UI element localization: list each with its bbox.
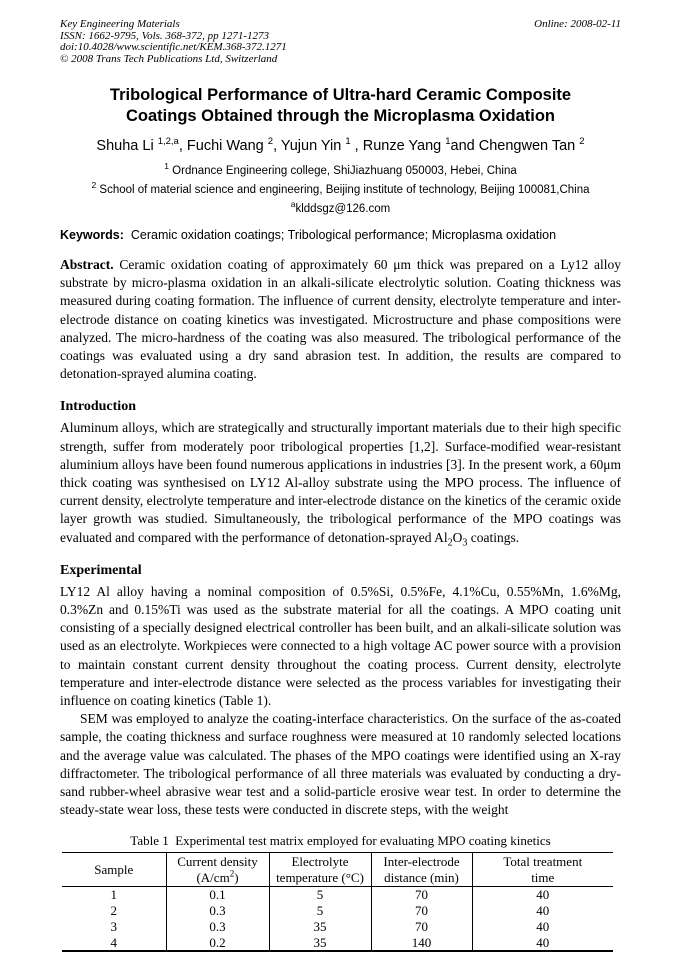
cell-electrolyte-temperature: 5 bbox=[269, 903, 371, 919]
section-heading-introduction: Introduction bbox=[60, 399, 136, 415]
journal-issn-line: ISSN: 1662-9795, Vols. 368-372, pp 1271-1273 bbox=[60, 29, 269, 42]
cell-total-treatment-time: 40 bbox=[472, 903, 613, 919]
author-3-name: , Yujun Yin bbox=[273, 138, 346, 154]
current-density-line-1: Current density bbox=[177, 854, 258, 870]
email-line bbox=[60, 200, 621, 219]
table-row bbox=[62, 903, 613, 919]
author-1 bbox=[96, 138, 178, 154]
cell-inter-electrode-distance: 140 bbox=[371, 935, 472, 952]
cell-total-treatment-time: 40 bbox=[472, 935, 613, 952]
table-row bbox=[62, 887, 613, 903]
journal-header bbox=[60, 19, 621, 65]
author-5-superscript: 2 bbox=[579, 136, 585, 148]
column-header-electrolyte-temperature bbox=[269, 853, 371, 887]
author-3 bbox=[273, 138, 351, 154]
electrode-line-2: distance (min) bbox=[384, 869, 459, 885]
cell-current-density: 0.1 bbox=[166, 887, 269, 903]
email-superscript: a bbox=[290, 199, 296, 210]
column-header-current-density bbox=[166, 853, 269, 887]
affiliation-1-text: Ordnance Engineering college, ShiJiazhuang 050003, Hebei, China bbox=[168, 165, 517, 177]
author-4-superscript: 1 bbox=[445, 136, 451, 148]
electrolyte-line-2: temperature (°C) bbox=[276, 869, 364, 885]
author-line bbox=[60, 137, 621, 156]
introduction-text-tail: coatings. bbox=[467, 529, 520, 545]
table-1-caption: Table 1 Experimental test matrix employed for evaluating MPO coating kinetics bbox=[130, 833, 551, 849]
column-header-total-treatment-time bbox=[472, 853, 613, 887]
cell-inter-electrode-distance: 70 bbox=[371, 887, 472, 903]
formula-subscript-2: 2 bbox=[447, 537, 453, 549]
author-4-name: , Runze Yang bbox=[350, 138, 446, 154]
keywords-line bbox=[60, 227, 621, 243]
cell-sample: 4 bbox=[110, 934, 117, 950]
cell-electrolyte-temperature: 35 bbox=[269, 935, 371, 952]
affiliation-1-superscript: 1 bbox=[164, 161, 169, 172]
current-density-unit-pre: (A/cm bbox=[196, 869, 230, 885]
email-text: klddsgz@126.com bbox=[295, 203, 391, 215]
table-header-row bbox=[62, 853, 613, 887]
column-header-sample: Sample bbox=[62, 853, 166, 887]
author-1-name: Shuha Li bbox=[96, 138, 158, 154]
formula-subscript-3: 3 bbox=[462, 537, 468, 549]
journal-name: Key Engineering Materials bbox=[60, 18, 180, 30]
paper-title bbox=[60, 85, 621, 127]
cell-electrolyte-temperature: 35 bbox=[269, 919, 371, 935]
column-header-inter-electrode-distance bbox=[371, 853, 472, 887]
affiliation-2-text: School of material science and engineering, Beijing institute of technology, Beijing 100081,China bbox=[96, 184, 590, 196]
abstract-label: Abstract. bbox=[60, 257, 114, 272]
journal-info-block bbox=[60, 19, 287, 65]
treatment-line-1: Total treatment bbox=[503, 854, 583, 870]
cell-total-treatment-time: 40 bbox=[472, 919, 613, 935]
cell-current-density: 0.2 bbox=[166, 935, 269, 952]
author-2-name: , Fuchi Wang bbox=[178, 138, 268, 154]
treatment-line-2: time bbox=[531, 869, 555, 885]
author-2 bbox=[179, 138, 273, 154]
author-5-name: and Chengwen Tan bbox=[450, 138, 580, 154]
table-1 bbox=[62, 852, 613, 952]
current-density-unit-post: ) bbox=[234, 869, 239, 885]
cell-total-treatment-time: 40 bbox=[472, 887, 613, 903]
online-date: Online: 2008-02-11 bbox=[534, 18, 621, 30]
cell-inter-electrode-distance: 70 bbox=[371, 919, 472, 935]
current-density-unit-superscript: 2 bbox=[229, 868, 235, 879]
affiliation-2 bbox=[60, 181, 621, 200]
affiliation-1 bbox=[60, 162, 621, 181]
cell-current-density: 0.3 bbox=[166, 903, 269, 919]
abstract-text: Ceramic oxidation coating of approximately 60 μm thick was prepared on a Ly12 alloy substrate by micro-plasma oxidation in an alkali-silicate electrolytic solution. Coating thickness was measured during coating formation. The influence of current density, electrolyte temperature and inter-electrode distance on coating kinetics was investigated. Microstructure and phase compositions were analyzed. The micro-hardness of the coating was also measured. The tribological performance of the coatings was evaluated using a dry sand abrasion test. In addition, the results are compared to detonation-sprayed alumina coating. bbox=[60, 257, 621, 382]
formula-oxygen: O bbox=[452, 529, 463, 545]
experimental-paragraph-2: SEM was employed to analyze the coating-interface characteristics. On the surface of the as-coated sample, the coating thickness and surface roughness were measured at 10 randomly selected locations and the average value was calculated. The phases of the MPO coatings were identified using an X-ray diffractometer. The tribological performance of all three materials was evaluated by conducting a dry-sand rubber-wheel abrasive wear test and a solid-particle erosive wear test. In order to determine the steady-state wear loss, these tests were conducted in discrete steps, with the weight bbox=[60, 711, 621, 818]
abstract-paragraph bbox=[60, 256, 621, 383]
journal-copyright-line: © 2008 Trans Tech Publications Ltd, Switzerland bbox=[60, 52, 278, 65]
table-row bbox=[62, 935, 613, 952]
author-5 bbox=[451, 138, 585, 154]
paper-title-line-1: Tribological Performance of Ultra-hard Ceramic Composite bbox=[109, 86, 572, 104]
electrolyte-line-1: Electrolyte bbox=[291, 854, 349, 870]
keywords-label: Keywords: bbox=[60, 228, 124, 242]
author-3-superscript: 1 bbox=[345, 136, 351, 148]
journal-doi-line: doi:10.4028/www.scientific.net/KEM.368-372.1271 bbox=[60, 41, 287, 53]
affiliations-block bbox=[60, 162, 621, 219]
author-4 bbox=[351, 138, 451, 154]
cell-sample: 1 bbox=[110, 887, 117, 903]
table-row bbox=[62, 919, 613, 935]
electrode-line-1: Inter-electrode bbox=[383, 854, 460, 870]
keywords-text: Ceramic oxidation coatings; Tribological performance; Microplasma oxidation bbox=[123, 228, 557, 242]
introduction-text: Aluminum alloys, which are strategically and structurally important materials due to their high specific strength, suffer from moderately poor tribological properties [1,2]. Surface-modified wear-resistant aluminium alloys have been found numerous applications in industries [3]. In the present work, a 60μm thick coating was synthesised on LY12 Al-alloy substrate using the MPO process. The influence of current density, electrolyte temperature and inter-electrode distance on the kinetics of the ceramic oxide layer growth was studied. Simultaneously, the tribological performance of the MPO coatings was evaluated and compared with the performance of detonation-sprayed Al bbox=[60, 420, 621, 545]
cell-inter-electrode-distance: 70 bbox=[371, 903, 472, 919]
cell-sample: 2 bbox=[110, 903, 117, 919]
author-2-superscript: 2 bbox=[267, 136, 274, 148]
cell-sample: 3 bbox=[110, 918, 117, 934]
cell-current-density: 0.3 bbox=[166, 919, 269, 935]
paper-title-line-2: Coatings Obtained through the Microplasma Oxidation bbox=[125, 107, 556, 125]
introduction-paragraph bbox=[60, 419, 621, 549]
cell-electrolyte-temperature: 5 bbox=[269, 887, 371, 903]
experimental-paragraph-1: LY12 Al alloy having a nominal composition of 0.5%Si, 0.5%Fe, 4.1%Cu, 0.55%Mn, 1.6%Mg, 0.3%Zn and 0.15%Ti was used as the substrate material for all the coatings. A MPO coating unit consisting of a specially designed electrical controller has been built, and an alkali-silicate solution was used as an electrolyte. Workpieces were connected to a high voltage AC power source with a provision to maintain constant current density throughout the coating process. Current density, electrolyte temperature and inter-electrode distance were selected as the process variables for investigating their influence on coating kinetics (Table 1). bbox=[60, 583, 621, 709]
author-1-superscript: 1,2,a bbox=[157, 136, 179, 148]
section-heading-experimental: Experimental bbox=[60, 562, 142, 578]
affiliation-2-superscript: 2 bbox=[91, 180, 97, 191]
